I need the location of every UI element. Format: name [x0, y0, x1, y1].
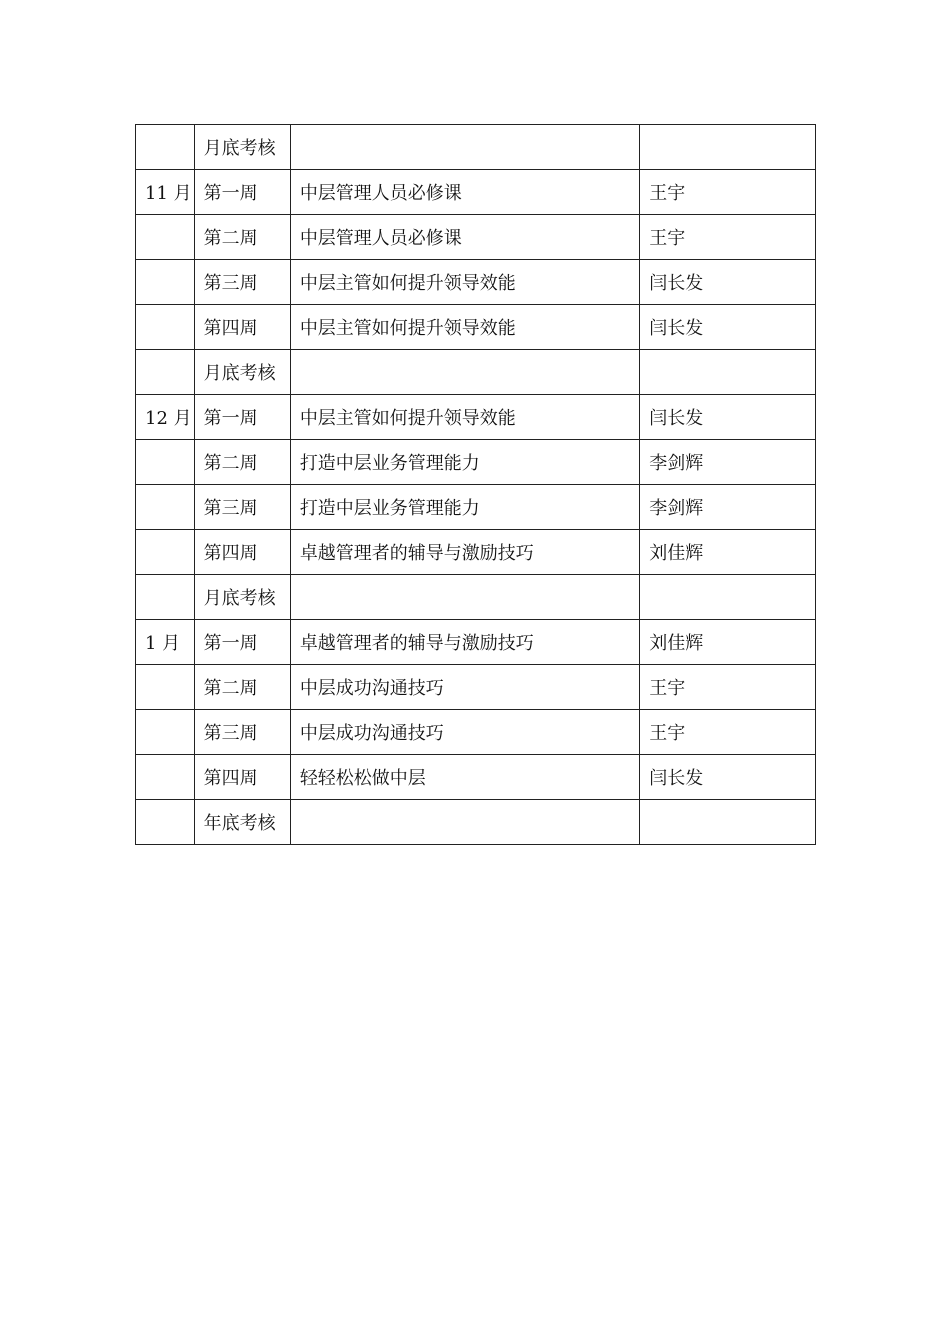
week-cell: 年底考核	[194, 800, 290, 845]
table-row	[136, 215, 816, 260]
lecturer-cell: 王宇	[640, 665, 816, 710]
lecturer-cell: 刘佳辉	[640, 620, 816, 665]
table-row	[136, 305, 816, 350]
week-cell: 第一周	[194, 170, 290, 215]
course-cell: 打造中层业务管理能力	[290, 485, 639, 530]
course-cell	[290, 125, 639, 170]
month-cell	[136, 260, 195, 305]
week-cell: 第四周	[194, 530, 290, 575]
month-cell	[136, 800, 195, 845]
week-cell: 月底考核	[194, 350, 290, 395]
lecturer-cell	[640, 575, 816, 620]
table-row	[136, 755, 816, 800]
week-cell: 第二周	[194, 215, 290, 260]
table-row	[136, 800, 816, 845]
course-cell: 卓越管理者的辅导与激励技巧	[290, 530, 639, 575]
table-row	[136, 260, 816, 305]
week-cell: 第二周	[194, 665, 290, 710]
lecturer-cell	[640, 350, 816, 395]
month-cell	[136, 125, 195, 170]
week-cell: 第四周	[194, 755, 290, 800]
week-cell: 第三周	[194, 710, 290, 755]
lecturer-cell	[640, 800, 816, 845]
table-row	[136, 665, 816, 710]
table-row	[136, 395, 816, 440]
course-cell: 中层成功沟通技巧	[290, 665, 639, 710]
course-cell: 卓越管理者的辅导与激励技巧	[290, 620, 639, 665]
lecturer-cell	[640, 125, 816, 170]
lecturer-cell: 王宇	[640, 215, 816, 260]
table-row	[136, 710, 816, 755]
week-cell: 第一周	[194, 395, 290, 440]
course-cell: 轻轻松松做中层	[290, 755, 639, 800]
lecturer-cell: 王宇	[640, 710, 816, 755]
month-cell	[136, 350, 195, 395]
course-cell	[290, 800, 639, 845]
week-cell: 第一周	[194, 620, 290, 665]
month-cell	[136, 440, 195, 485]
month-cell	[136, 710, 195, 755]
week-cell: 第三周	[194, 485, 290, 530]
week-cell: 第三周	[194, 260, 290, 305]
table-row	[136, 350, 816, 395]
month-cell	[136, 215, 195, 260]
training-schedule-table	[135, 124, 816, 845]
month-cell	[136, 485, 195, 530]
table-row	[136, 485, 816, 530]
table-row	[136, 575, 816, 620]
table-row	[136, 620, 816, 665]
month-cell	[136, 575, 195, 620]
course-cell: 中层管理人员必修课	[290, 215, 639, 260]
course-cell: 中层管理人员必修课	[290, 170, 639, 215]
course-cell	[290, 575, 639, 620]
table-row	[136, 530, 816, 575]
week-cell: 第四周	[194, 305, 290, 350]
table-row	[136, 170, 816, 215]
lecturer-cell: 闫长发	[640, 260, 816, 305]
course-cell: 中层主管如何提升领导效能	[290, 260, 639, 305]
course-cell: 中层主管如何提升领导效能	[290, 305, 639, 350]
table-row	[136, 440, 816, 485]
lecturer-cell: 闫长发	[640, 395, 816, 440]
month-cell	[136, 530, 195, 575]
month-cell: 1 月	[136, 620, 195, 665]
month-cell	[136, 755, 195, 800]
week-cell: 第二周	[194, 440, 290, 485]
lecturer-cell: 李剑辉	[640, 485, 816, 530]
course-cell: 中层主管如何提升领导效能	[290, 395, 639, 440]
month-cell: 11 月	[136, 170, 195, 215]
week-cell: 月底考核	[194, 575, 290, 620]
course-cell: 中层成功沟通技巧	[290, 710, 639, 755]
lecturer-cell: 王宇	[640, 170, 816, 215]
month-cell: 12 月	[136, 395, 195, 440]
month-cell	[136, 665, 195, 710]
week-cell: 月底考核	[194, 125, 290, 170]
lecturer-cell: 闫长发	[640, 305, 816, 350]
lecturer-cell: 闫长发	[640, 755, 816, 800]
course-cell	[290, 350, 639, 395]
month-cell	[136, 305, 195, 350]
schedule-body	[136, 125, 816, 845]
lecturer-cell: 刘佳辉	[640, 530, 816, 575]
table-row	[136, 125, 816, 170]
lecturer-cell: 李剑辉	[640, 440, 816, 485]
course-cell: 打造中层业务管理能力	[290, 440, 639, 485]
